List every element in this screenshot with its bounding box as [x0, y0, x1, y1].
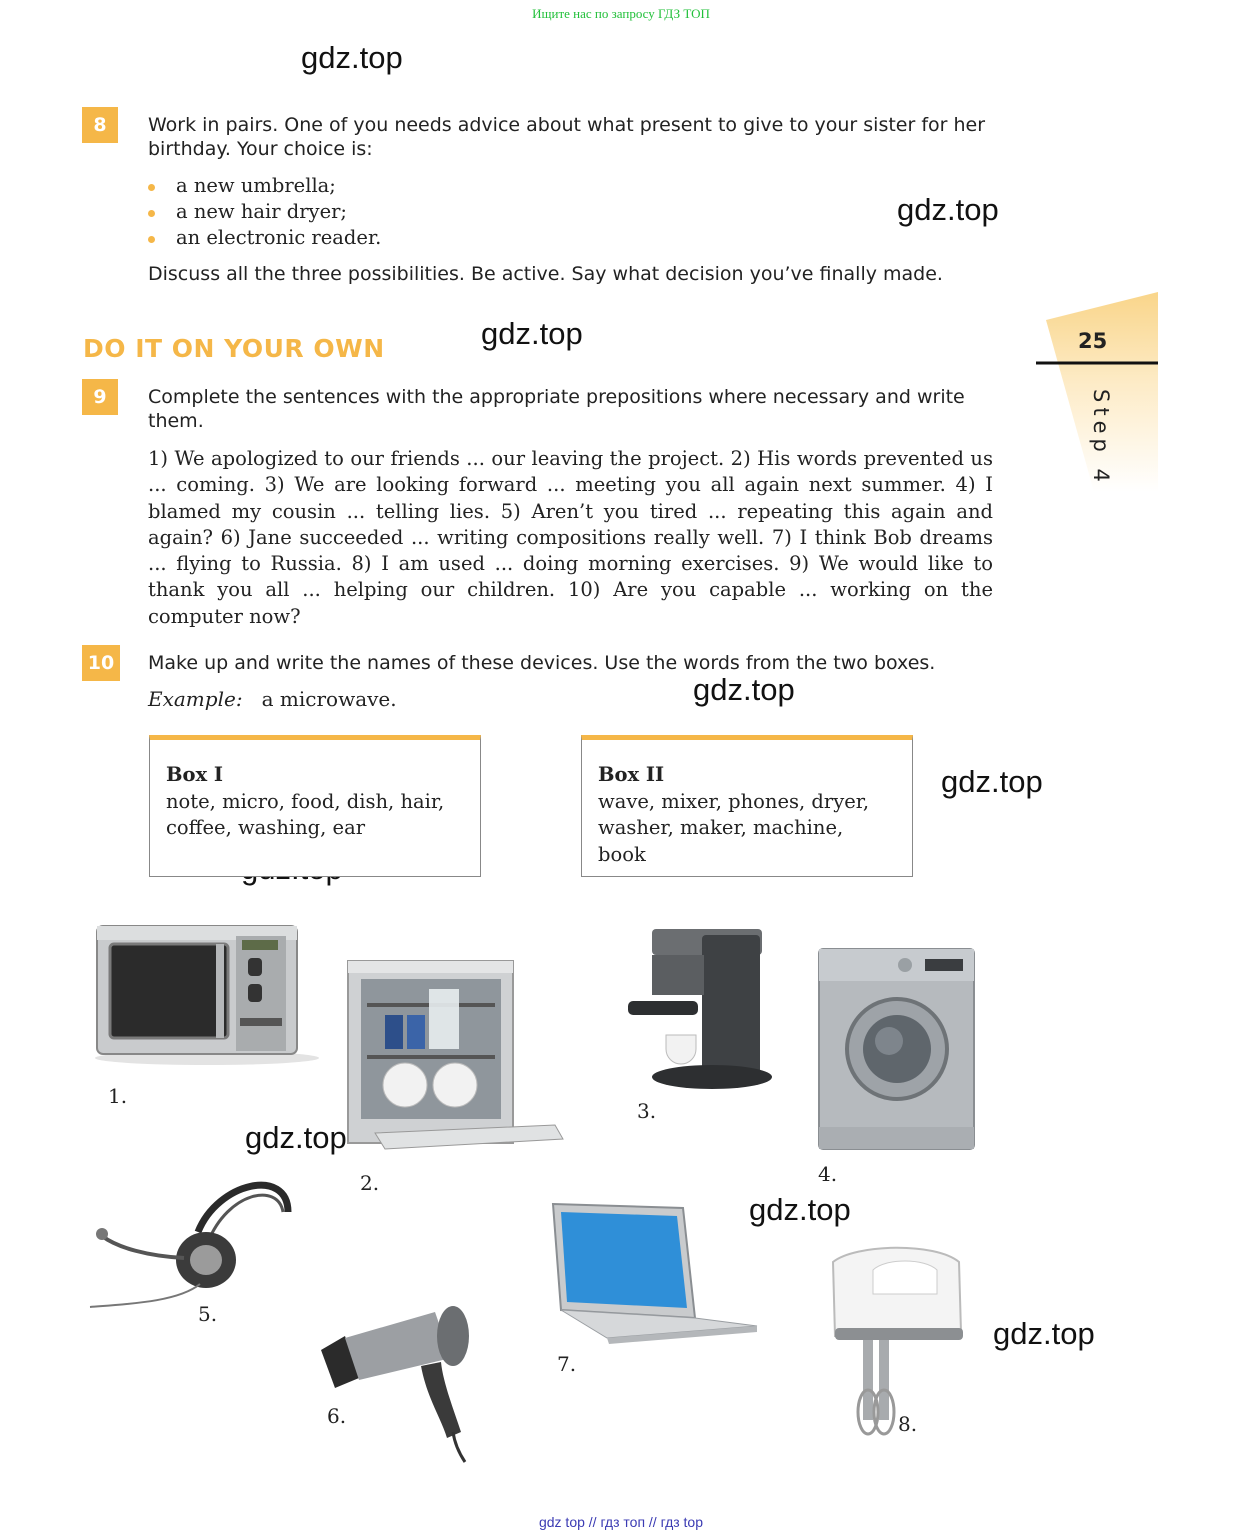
exercise-10-number: 10 — [82, 645, 120, 681]
box-one-words: note, micro, food, dish, hair, coffee, washing, ear — [166, 789, 445, 839]
device-number-2: 2. — [360, 1171, 380, 1195]
device-number-6: 6. — [327, 1404, 347, 1428]
watermark: gdz.top — [693, 672, 795, 707]
section-heading: DO IT ON YOUR OWN — [83, 334, 385, 363]
option-item: a new umbrella; — [148, 173, 648, 199]
box-one — [149, 735, 481, 877]
coffee-maker-image — [622, 925, 772, 1095]
box-two — [581, 735, 913, 877]
microwave-image — [92, 918, 322, 1068]
watermark: gdz.top — [941, 764, 1043, 799]
device-number-5: 5. — [198, 1302, 218, 1326]
watermark: gdz.top — [897, 192, 999, 227]
page-number: 25 — [1078, 329, 1108, 353]
box-one-title: Box I — [166, 763, 224, 786]
hair-dryer-image — [315, 1298, 485, 1463]
example-label: Example — [148, 687, 236, 711]
option-item: a new hair dryer; — [148, 199, 648, 225]
watermark: gdz.top — [301, 40, 403, 75]
device-number-3: 3. — [637, 1099, 657, 1123]
example-text: a microwave. — [261, 687, 397, 711]
exercise-9-number: 9 — [82, 379, 118, 415]
step-label: Step 4 — [1089, 389, 1113, 487]
exercise-10-instruction: Make up and write the names of these devices. Use the words from the two boxes. — [148, 652, 936, 674]
exercise-8-instruction: Work in pairs. One of you needs advice about what present to give to your sister for her birthday. Your choice is: — [148, 114, 986, 160]
page-tab — [1036, 292, 1158, 492]
device-number-7: 7. — [557, 1352, 577, 1376]
box-two-words: wave, mixer, phones, dryer, washer, maker, machine, book — [598, 789, 870, 866]
headphones-image — [88, 1172, 303, 1314]
dishwasher-image — [345, 955, 567, 1155]
box-two-title: Box II — [598, 763, 665, 786]
watermark: gdz.top — [993, 1316, 1095, 1351]
top-banner: Ищите нас по запросу ГДЗ ТОП — [532, 6, 710, 21]
exercise-8-closing: Discuss all the three possibilities. Be active. Say what decision you’ve finally made. — [148, 263, 943, 285]
watermark: gdz.top — [245, 1120, 347, 1155]
notebook-image — [547, 1200, 762, 1350]
device-number-4: 4. — [818, 1162, 838, 1186]
device-number-1: 1. — [108, 1084, 128, 1108]
device-number-8: 8. — [898, 1412, 918, 1436]
watermark: gdz.top — [481, 316, 583, 351]
exercise-9-instruction: Complete the sentences with the appropriate prepositions where necessary and write them. — [148, 386, 965, 432]
exercise-8-options — [148, 173, 648, 251]
washing-machine-image — [815, 945, 980, 1155]
footer: gdz top // гдз топ // гдз top — [538, 1514, 704, 1530]
exercise-9-sentences: 1) We apologized to our friends ... our leaving the project. 2) His words prevented us ... coming. 3) We are looking forward ... meeting you all again next summer. 4) I blamed my cousin ... telling lies. 5) Aren’t you tired ... repeating this again and again? 6) Jane succeeded ... writing compositions really well. 7) I think Bob dreams ... flying to Russia. 8) I am used ... doing morning exercises. 9) We would like to thank you all ... helping our children. 10) Are you capable ... working on the computer now? — [148, 447, 993, 628]
example-line: Example: a microwave. — [148, 687, 397, 711]
watermark: gdz.top — [749, 1192, 851, 1227]
option-item: an electronic reader. — [148, 225, 648, 251]
exercise-8-number: 8 — [82, 107, 118, 143]
